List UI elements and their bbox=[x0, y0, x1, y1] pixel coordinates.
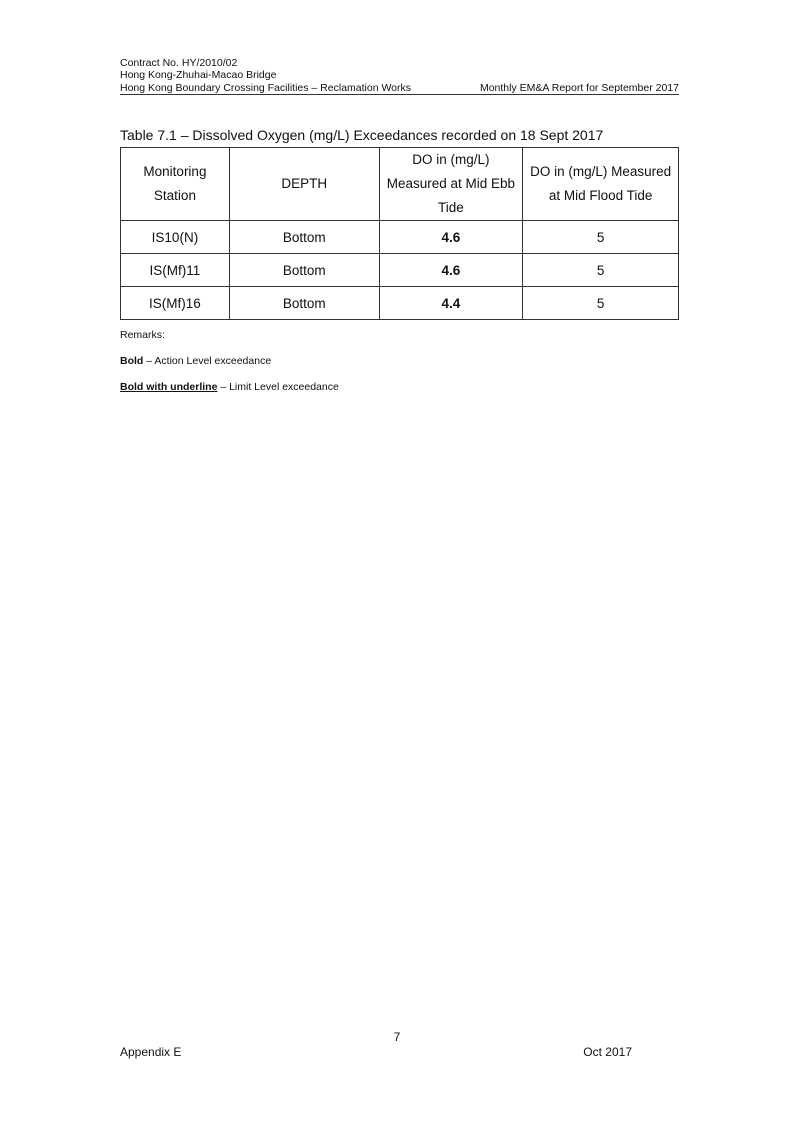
bold-description: – Action Level exceedance bbox=[143, 355, 272, 367]
depth-cell: Bottom bbox=[229, 254, 379, 287]
report-title: Monthly EM&A Report for September 2017 bbox=[479, 82, 679, 94]
bold-label: Bold bbox=[120, 355, 144, 367]
flood-value-cell: 5 bbox=[523, 287, 679, 320]
flood-value-cell: 5 bbox=[523, 221, 679, 254]
remarks bbox=[120, 329, 339, 407]
project-name: Hong Kong-Zhuhai-Macao Bridge bbox=[120, 69, 277, 81]
station-cell: IS10(N) bbox=[121, 221, 230, 254]
page-header bbox=[120, 57, 679, 95]
table-header-row bbox=[121, 148, 679, 221]
remark-limit-level bbox=[120, 381, 339, 393]
footer-date: Oct 2017 bbox=[583, 1045, 632, 1059]
column-header-ebb: DO in (mg/L) Measured at Mid Ebb Tide bbox=[379, 148, 523, 221]
station-cell: IS(Mf)16 bbox=[121, 287, 230, 320]
underline-label: Bold with underline bbox=[120, 381, 218, 393]
ebb-value-cell: 4.6 bbox=[379, 221, 523, 254]
ebb-value-cell: 4.6 bbox=[379, 254, 523, 287]
table-row bbox=[121, 254, 679, 287]
table-caption: Table 7.1 – Dissolved Oxygen (mg/L) Exceedances recorded on 18 Sept 2017 bbox=[120, 127, 604, 143]
underline-description: – Limit Level exceedance bbox=[217, 381, 339, 393]
flood-value-cell: 5 bbox=[523, 254, 679, 287]
works-title: Hong Kong Boundary Crossing Facilities – Reclamation Works bbox=[120, 82, 412, 94]
contract-number: Contract No. HY/2010/02 bbox=[120, 57, 238, 69]
table-row bbox=[121, 287, 679, 320]
appendix-label: Appendix E bbox=[120, 1045, 182, 1059]
table-row bbox=[121, 221, 679, 254]
depth-cell: Bottom bbox=[229, 287, 379, 320]
exceedance-table bbox=[120, 147, 679, 320]
page-footer bbox=[120, 1045, 632, 1059]
ebb-value-cell: 4.4 bbox=[379, 287, 523, 320]
remark-action-level bbox=[120, 355, 339, 367]
depth-cell: Bottom bbox=[229, 221, 379, 254]
page-number: 7 bbox=[393, 1030, 401, 1044]
column-header-station: Monitoring Station bbox=[121, 148, 230, 221]
station-cell: IS(Mf)11 bbox=[121, 254, 230, 287]
remarks-title: Remarks: bbox=[120, 329, 165, 341]
column-header-flood: DO in (mg/L) Measured at Mid Flood Tide bbox=[523, 148, 679, 221]
header-row bbox=[120, 82, 679, 95]
column-header-depth: DEPTH bbox=[229, 148, 379, 221]
